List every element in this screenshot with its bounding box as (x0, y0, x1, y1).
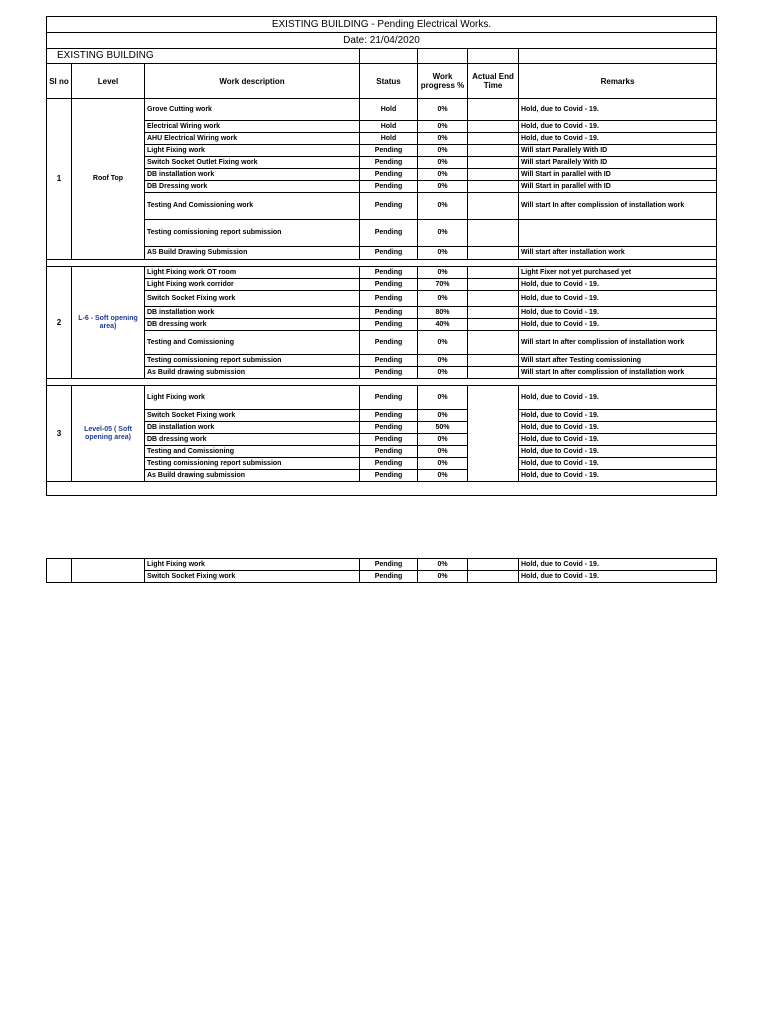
remarks-cell: Hold, due to Covid - 19. (519, 133, 717, 145)
end-time-cell (468, 319, 519, 331)
work-description: Light Fixing work (145, 559, 360, 571)
work-description: Switch Socket Fixing work (145, 291, 360, 307)
group-separator (47, 260, 717, 267)
col-header-end-time: Actual End Time (468, 64, 519, 99)
work-description: As Build drawing submission (145, 470, 360, 482)
table-row (47, 446, 717, 458)
remarks-cell: Will start In after complission of installation work (519, 331, 717, 355)
remarks-cell: Hold, due to Covid - 19. (519, 307, 717, 319)
progress-cell: 50% (418, 422, 468, 434)
work-description: DB Dressing work (145, 181, 360, 193)
remarks-cell: Will start In after complission of installation work (519, 193, 717, 220)
end-time-cell (468, 571, 519, 583)
progress-cell: 0% (418, 99, 468, 121)
work-description: AS Build Drawing Submission (145, 247, 360, 260)
status-cell: Pending (360, 291, 418, 307)
work-description: Testing comissioning report submission (145, 458, 360, 470)
work-description: AHU Electrical Wiring work (145, 133, 360, 145)
table-row (47, 458, 717, 470)
table-row (47, 367, 717, 379)
remarks-cell: Will start Parallely With ID (519, 157, 717, 169)
remarks-cell: Hold, due to Covid - 19. (519, 291, 717, 307)
progress-cell: 0% (418, 267, 468, 279)
col-header-remarks: Remarks (519, 64, 717, 99)
work-description: Testing comissioning report submission (145, 220, 360, 247)
remarks-cell: Will start Parallely With ID (519, 145, 717, 157)
work-description: Light Fixing work corridor (145, 279, 360, 291)
status-cell: Hold (360, 121, 418, 133)
status-cell: Pending (360, 220, 418, 247)
status-cell: Pending (360, 279, 418, 291)
table-row (47, 247, 717, 260)
status-cell: Pending (360, 145, 418, 157)
section-title: EXISTING BUILDING (47, 49, 360, 64)
status-cell: Hold (360, 133, 418, 145)
status-cell: Pending (360, 367, 418, 379)
work-description: As Build drawing submission (145, 367, 360, 379)
progress-cell: 0% (418, 291, 468, 307)
col-header-progress: Work progress % (418, 64, 468, 99)
progress-cell: 0% (418, 446, 468, 458)
end-time-cell (468, 121, 519, 133)
progress-cell: 80% (418, 307, 468, 319)
table-row (47, 121, 717, 133)
col-header-status: Status (360, 64, 418, 99)
continuation-sheet (46, 558, 716, 583)
work-description: DB installation work (145, 307, 360, 319)
status-cell: Pending (360, 386, 418, 410)
table-row (47, 145, 717, 157)
remarks-cell: Will start after installation work (519, 247, 717, 260)
work-description: Switch Socket Outlet Fixing work (145, 157, 360, 169)
remarks-cell: Will Start in parallel with ID (519, 169, 717, 181)
status-cell: Pending (360, 157, 418, 169)
remarks-cell: Hold, due to Covid - 19. (519, 319, 717, 331)
table-row (47, 571, 717, 583)
remarks-cell: Hold, due to Covid - 19. (519, 458, 717, 470)
work-description: DB installation work (145, 422, 360, 434)
row-level: Roof Top (72, 99, 145, 260)
work-description: Testing and Comissioning (145, 331, 360, 355)
work-description: Testing And Comissioning work (145, 193, 360, 220)
remarks-cell: Will start after Testing comissioning (519, 355, 717, 367)
remarks-cell: Hold, due to Covid - 19. (519, 121, 717, 133)
progress-cell: 0% (418, 386, 468, 410)
end-time-cell (468, 367, 519, 379)
row-slno: 1 (47, 99, 72, 260)
work-description: Testing and Comissioning (145, 446, 360, 458)
work-description: DB dressing work (145, 319, 360, 331)
table-row (47, 386, 717, 410)
work-description: Light Fixing work (145, 145, 360, 157)
table-row (47, 193, 717, 220)
table-row (47, 559, 717, 571)
table-row (47, 157, 717, 169)
remarks-cell: Light Fixer not yet purchased yet (519, 267, 717, 279)
remarks-cell: Hold, due to Covid - 19. (519, 446, 717, 458)
remarks-cell: Hold, due to Covid - 19. (519, 559, 717, 571)
work-description: Grove Cutting work (145, 99, 360, 121)
progress-cell: 0% (418, 133, 468, 145)
progress-cell: 0% (418, 410, 468, 422)
remarks-cell: Hold, due to Covid - 19. (519, 470, 717, 482)
progress-cell: 0% (418, 145, 468, 157)
status-cell: Pending (360, 181, 418, 193)
col-header-slno: Sl no (47, 64, 72, 99)
end-time-cell (468, 145, 519, 157)
work-description: Light Fixing work OT room (145, 267, 360, 279)
progress-cell: 0% (418, 169, 468, 181)
table-row (47, 307, 717, 319)
remarks-cell: Hold, due to Covid - 19. (519, 422, 717, 434)
row-slno: 3 (47, 386, 72, 482)
status-cell: Pending (360, 446, 418, 458)
status-cell: Pending (360, 307, 418, 319)
table-footer-row (47, 482, 717, 496)
end-time-cell (468, 157, 519, 169)
remarks-cell (519, 220, 717, 247)
table-row (47, 422, 717, 434)
table-row (47, 470, 717, 482)
end-time-cell (468, 559, 519, 571)
row-slno (47, 559, 72, 583)
status-cell: Pending (360, 247, 418, 260)
table-row (47, 133, 717, 145)
progress-cell: 40% (418, 319, 468, 331)
work-description: Testing comissioning report submission (145, 355, 360, 367)
status-cell: Pending (360, 193, 418, 220)
status-cell: Pending (360, 422, 418, 434)
remarks-cell: Hold, due to Covid - 19. (519, 386, 717, 410)
table-row (47, 291, 717, 307)
table-row (47, 181, 717, 193)
table-row (47, 319, 717, 331)
status-cell: Pending (360, 434, 418, 446)
status-cell: Pending (360, 319, 418, 331)
remarks-cell: Will Start in parallel with ID (519, 181, 717, 193)
work-description: Light Fixing work (145, 386, 360, 410)
progress-cell: 0% (418, 157, 468, 169)
row-level: Level-05 ( Soft opening area) (72, 386, 145, 482)
progress-cell: 0% (418, 247, 468, 260)
end-time-cell (468, 247, 519, 260)
progress-cell: 0% (418, 559, 468, 571)
status-cell: Pending (360, 355, 418, 367)
status-cell: Pending (360, 267, 418, 279)
status-cell: Pending (360, 571, 418, 583)
work-description: Switch Socket Fixing work (145, 571, 360, 583)
progress-cell: 0% (418, 470, 468, 482)
report-date: Date: 21/04/2020 (47, 33, 717, 49)
remarks-cell: Hold, due to Covid - 19. (519, 434, 717, 446)
end-time-cell (468, 291, 519, 307)
end-time-cell (468, 355, 519, 367)
group-separator (47, 379, 717, 386)
end-time-cell (468, 386, 519, 482)
progress-cell: 0% (418, 571, 468, 583)
work-description: Electrical Wiring work (145, 121, 360, 133)
progress-cell: 0% (418, 458, 468, 470)
progress-cell: 0% (418, 434, 468, 446)
table-row (47, 169, 717, 181)
end-time-cell (468, 220, 519, 247)
report-sheet (46, 16, 716, 496)
progress-cell: 70% (418, 279, 468, 291)
progress-cell: 0% (418, 367, 468, 379)
end-time-cell (468, 133, 519, 145)
status-cell: Pending (360, 458, 418, 470)
table-row (47, 220, 717, 247)
status-cell: Pending (360, 470, 418, 482)
row-level (72, 559, 145, 583)
progress-cell: 0% (418, 220, 468, 247)
end-time-cell (468, 279, 519, 291)
progress-cell: 0% (418, 331, 468, 355)
remarks-cell: Hold, due to Covid - 19. (519, 279, 717, 291)
row-slno: 2 (47, 267, 72, 379)
progress-cell: 0% (418, 193, 468, 220)
status-cell: Pending (360, 410, 418, 422)
table-row (47, 434, 717, 446)
status-cell: Pending (360, 169, 418, 181)
table-row (47, 279, 717, 291)
table-row (47, 99, 717, 121)
report-title: EXISTING BUILDING - Pending Electrical Works. (47, 17, 717, 33)
work-description: Switch Socket Fixing work (145, 410, 360, 422)
continuation-table (46, 558, 717, 583)
end-time-cell (468, 169, 519, 181)
table-header (47, 64, 717, 99)
table-row (47, 267, 717, 279)
remarks-cell: Hold, due to Covid - 19. (519, 410, 717, 422)
pending-works-table (46, 16, 717, 496)
col-header-work: Work description (145, 64, 360, 99)
remarks-cell: Hold, due to Covid - 19. (519, 571, 717, 583)
end-time-cell (468, 99, 519, 121)
work-description: DB installation work (145, 169, 360, 181)
status-cell: Pending (360, 559, 418, 571)
table-row (47, 331, 717, 355)
table-row (47, 410, 717, 422)
end-time-cell (468, 181, 519, 193)
status-cell: Hold (360, 99, 418, 121)
col-header-level: Level (72, 64, 145, 99)
work-description: DB dressing work (145, 434, 360, 446)
status-cell: Pending (360, 331, 418, 355)
table-row (47, 355, 717, 367)
row-level: L-6 - Soft opening area) (72, 267, 145, 379)
end-time-cell (468, 267, 519, 279)
progress-cell: 0% (418, 181, 468, 193)
end-time-cell (468, 193, 519, 220)
progress-cell: 0% (418, 121, 468, 133)
end-time-cell (468, 307, 519, 319)
remarks-cell: Hold, due to Covid - 19. (519, 99, 717, 121)
remarks-cell: Will start In after complission of installation work (519, 367, 717, 379)
progress-cell: 0% (418, 355, 468, 367)
end-time-cell (468, 331, 519, 355)
